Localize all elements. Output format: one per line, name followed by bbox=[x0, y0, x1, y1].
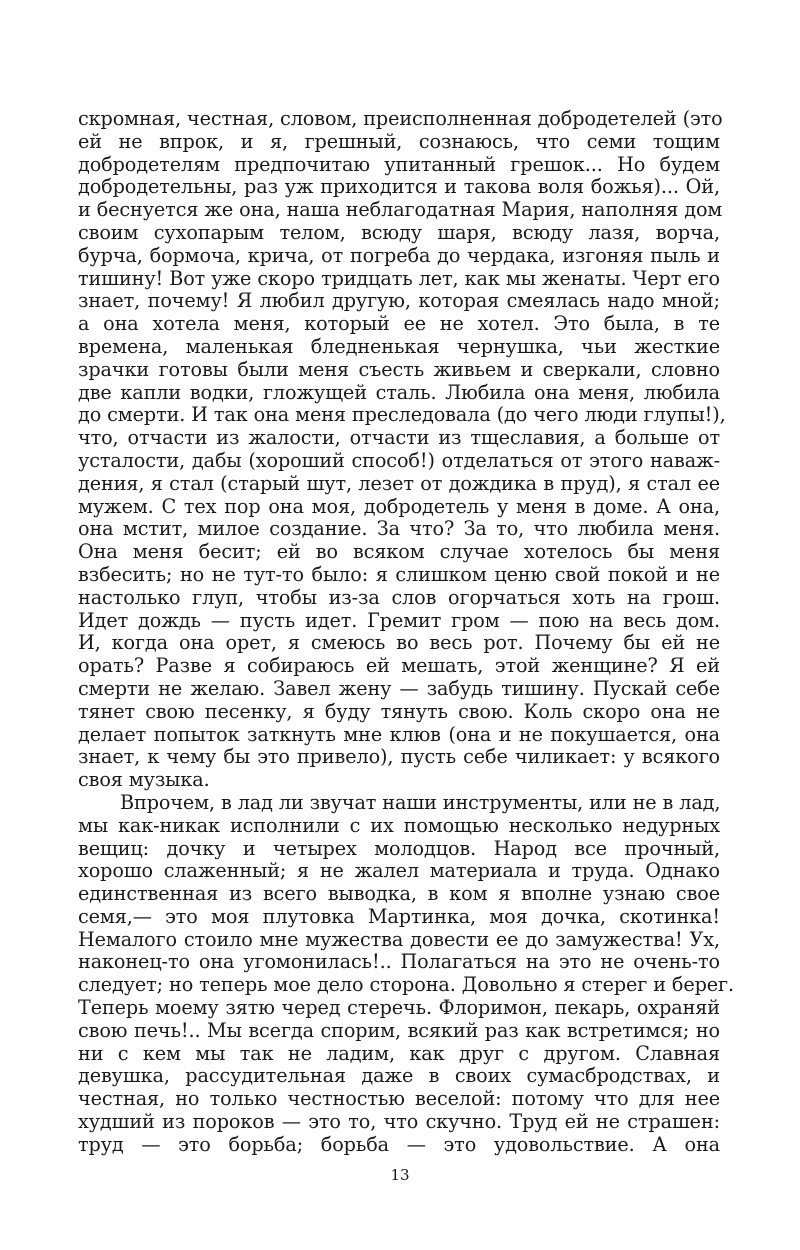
text-line: тянет свою песенку, я буду тянуть свою. Коль скоро она не bbox=[78, 699, 720, 723]
text-line: делает попыток заткнуть мне клюв (она и не покушается, она bbox=[78, 722, 720, 746]
text-line: девушка, рассудительная даже в своих сумасбродствах, и bbox=[78, 1064, 720, 1088]
text-line: две капли водки, гложущей сталь. Любила она меня, любила bbox=[78, 380, 720, 404]
text-line: хорошо слаженный; я не жалел материала и труда. Однако bbox=[78, 859, 720, 883]
page-number: 13 bbox=[390, 1166, 410, 1184]
text-line: ни с кем мы так не ладим, как друг с другом. Славная bbox=[78, 1041, 720, 1065]
text-line: дения, я стал (старый шут, лезет от дождика в пруд), я стал ее bbox=[78, 471, 720, 495]
text-line: до смерти. И так она меня преследовала (до чего люди глупы!), bbox=[78, 403, 726, 427]
text-line: ей не впрок, и я, грешный, сознаюсь, что семи тощим bbox=[78, 129, 720, 153]
text-line: Немалого стоило мне мужества довести ее до замужества! Ух, bbox=[78, 927, 720, 951]
text-line: мы как-никак исполнили с их помощью несколько недурных bbox=[78, 813, 720, 837]
text-line: взбесить; но не тут-то было: я слишком ценю свой покой и не bbox=[78, 562, 720, 586]
text-line: Идет дождь — пусть идет. Гремит гром — пою на весь дом. bbox=[78, 608, 720, 632]
text-line: знает, к чему бы это привело), пусть себе чиликает: у всякого bbox=[78, 745, 720, 769]
text-line: бурча, бормоча, крича, от погреба до чердака, изгоняя пыль и bbox=[78, 243, 720, 267]
text-line: И, когда она орет, я смеюсь во весь рот. Почему бы ей не bbox=[78, 631, 720, 655]
text-line: зрачки готовы были меня съесть живьем и сверкали, словно bbox=[78, 357, 720, 381]
text-line: вещиц: дочку и четырех молодцов. Народ все прочный, bbox=[78, 836, 720, 860]
text-line: единственная из всего выводка, в ком я вполне узнаю свое bbox=[78, 882, 720, 906]
text-line: Она меня бесит; ей во всяком случае хотелось бы меня bbox=[78, 540, 720, 564]
text-line: и беснуется же она, наша неблагодатная Мария, наполняя дом bbox=[78, 198, 723, 222]
text-line: свою печь!.. Мы всегда спорим, всякий раз как встретимся; но bbox=[78, 1018, 720, 1042]
text-line: усталости, дабы (хороший способ!) отделаться от этого наваж- bbox=[78, 448, 720, 472]
text-line: а она хотела меня, который ее не хотел. Это была, в те bbox=[78, 312, 720, 336]
text-line: своим сухопарым телом, всюду шаря, всюду лазя, ворча, bbox=[78, 220, 720, 244]
page-body bbox=[78, 107, 734, 1157]
text-line: что, отчасти из жалости, отчасти из тщеславия, а больше от bbox=[78, 426, 720, 450]
text-line: добродетелям предпочитаю упитанный грешок... Но будем bbox=[78, 152, 720, 176]
text-line: семя,— это моя плутовка Мартинка, моя дочка, скотинка! bbox=[78, 904, 720, 928]
text-line: скромная, честная, словом, преисполненная добродетелей (это bbox=[78, 107, 723, 130]
text-line: Теперь моему зятю черед стеречь. Флоримон, пекарь, охраняй bbox=[78, 996, 720, 1020]
text-line: времена, маленькая бледненькая чернушка, чьи жесткие bbox=[78, 334, 720, 358]
text-line: своя музыка. bbox=[78, 768, 210, 792]
text-line: тишину! Вот уже скоро тридцать лет, как мы женаты. Черт его bbox=[78, 266, 720, 290]
text-line: наконец-то она угомонилась!.. Полагаться на это не очень-то bbox=[78, 950, 720, 974]
text-line: худший из пороков — это то, что скучно. Труд ей не страшен: bbox=[78, 1110, 720, 1134]
text-line: знает, почему! Я любил другую, которая смеялась надо мной; bbox=[78, 289, 720, 313]
text-line: честная, но только честностью веселой: потому что для нее bbox=[78, 1087, 720, 1111]
text-line: орать? Разве я собираюсь ей мешать, этой женщине? Я ей bbox=[78, 654, 720, 678]
text-line: труд — это борьба; борьба — это удовольствие. А она bbox=[78, 1132, 720, 1156]
text-line: она мстит, милое создание. За что? За то, что любила меня. bbox=[78, 517, 720, 541]
text-line: смерти не желаю. Завел жену — забудь тишину. Пускай себе bbox=[78, 676, 720, 700]
text-line: мужем. С тех пор она моя, добродетель у меня в доме. А она, bbox=[78, 494, 720, 518]
text-line: Впрочем, в лад ли звучат наши инструменты, или не в лад, bbox=[120, 790, 721, 814]
text-line: добродетельны, раз уж приходится и такова воля божья)... Ой, bbox=[78, 175, 720, 199]
text-line: настолько глуп, чтобы из-за слов огорчаться хоть на грош. bbox=[78, 585, 720, 609]
text-line: следует; но теперь мое дело сторона. Довольно я стерег и берег. bbox=[78, 973, 734, 997]
